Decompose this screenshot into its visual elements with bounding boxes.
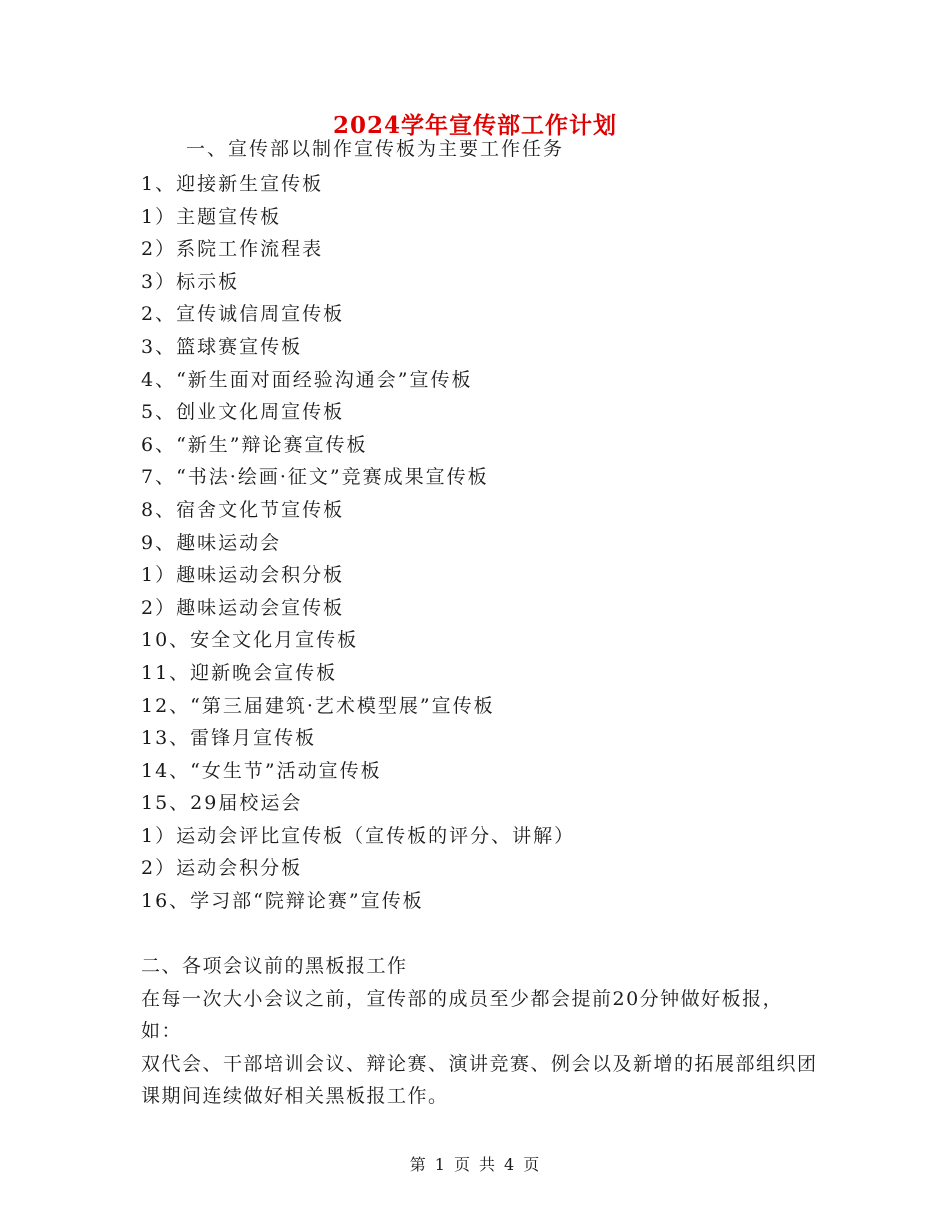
list-item: 3、篮球赛宣传板 <box>141 335 303 358</box>
list-item: 8、宿舍文化节宣传板 <box>141 498 345 521</box>
list-item: 2）系院工作流程表 <box>141 238 324 261</box>
list-item: 11、迎新晚会宣传板 <box>141 661 338 684</box>
list-item: 10、安全文化月宣传板 <box>141 629 359 652</box>
list-item: 2、宣传诚信周宣传板 <box>141 303 345 326</box>
list-item: 9、趣味运动会 <box>141 531 282 554</box>
section-one-heading: 一、宣传部以制作宣传板为主要工作任务 <box>186 138 565 160</box>
section-two-paragraph: 在每一次大小会议之前，宣传部的成员至少都会提前20分钟做好板报，如： <box>141 987 784 1042</box>
list-item: 1）趣味运动会积分板 <box>141 564 345 587</box>
list-item: 12、“第三届建筑·艺术模型展”宣传板 <box>141 694 495 717</box>
document-title: 2024学年宣传部工作计划 <box>332 112 617 139</box>
list-item: 2）趣味运动会宣传板 <box>141 596 345 619</box>
list-item: 14、“女生节”活动宣传板 <box>141 759 382 782</box>
total-pages-number: 4 <box>504 1155 516 1174</box>
list-item: 6、“新生”辩论赛宣传板 <box>141 433 368 456</box>
footer-suffix: 页 <box>523 1155 541 1174</box>
footer-page-word: 页 <box>453 1155 471 1174</box>
list-item: 2）运动会积分板 <box>141 857 303 880</box>
section-two-paragraph: 双代会、干部培训会议、辩论赛、演讲竞赛、例会以及新增的拓展部组织团课期间连续做好相关黑板报工作。 <box>141 1052 818 1107</box>
footer-total-prefix: 共 <box>479 1155 497 1174</box>
page-footer <box>0 1153 950 1177</box>
section-two <box>141 950 821 1113</box>
list-item: 3）标示板 <box>141 270 240 293</box>
list-item: 1、迎接新生宣传板 <box>141 173 324 195</box>
task-list <box>141 168 575 918</box>
footer-prefix: 第 <box>409 1155 427 1174</box>
section-two-heading: 二、各项会议前的黑板报工作 <box>141 955 408 977</box>
list-item: 16、学习部“院辩论赛”宣传板 <box>141 890 424 913</box>
list-item: 13、雷锋月宣传板 <box>141 727 317 750</box>
list-item: 5、创业文化周宣传板 <box>141 401 345 424</box>
list-item: 1）主题宣传板 <box>141 205 282 228</box>
list-item: 1）运动会评比宣传板（宣传板的评分、讲解） <box>141 824 576 847</box>
list-item: 7、“书法·绘画·征文”竞赛成果宣传板 <box>141 466 489 489</box>
list-item: 4、“新生面对面经验沟通会”宣传板 <box>141 368 473 391</box>
current-page-number: 1 <box>434 1155 446 1174</box>
list-item: 15、29届校运会 <box>141 792 303 815</box>
